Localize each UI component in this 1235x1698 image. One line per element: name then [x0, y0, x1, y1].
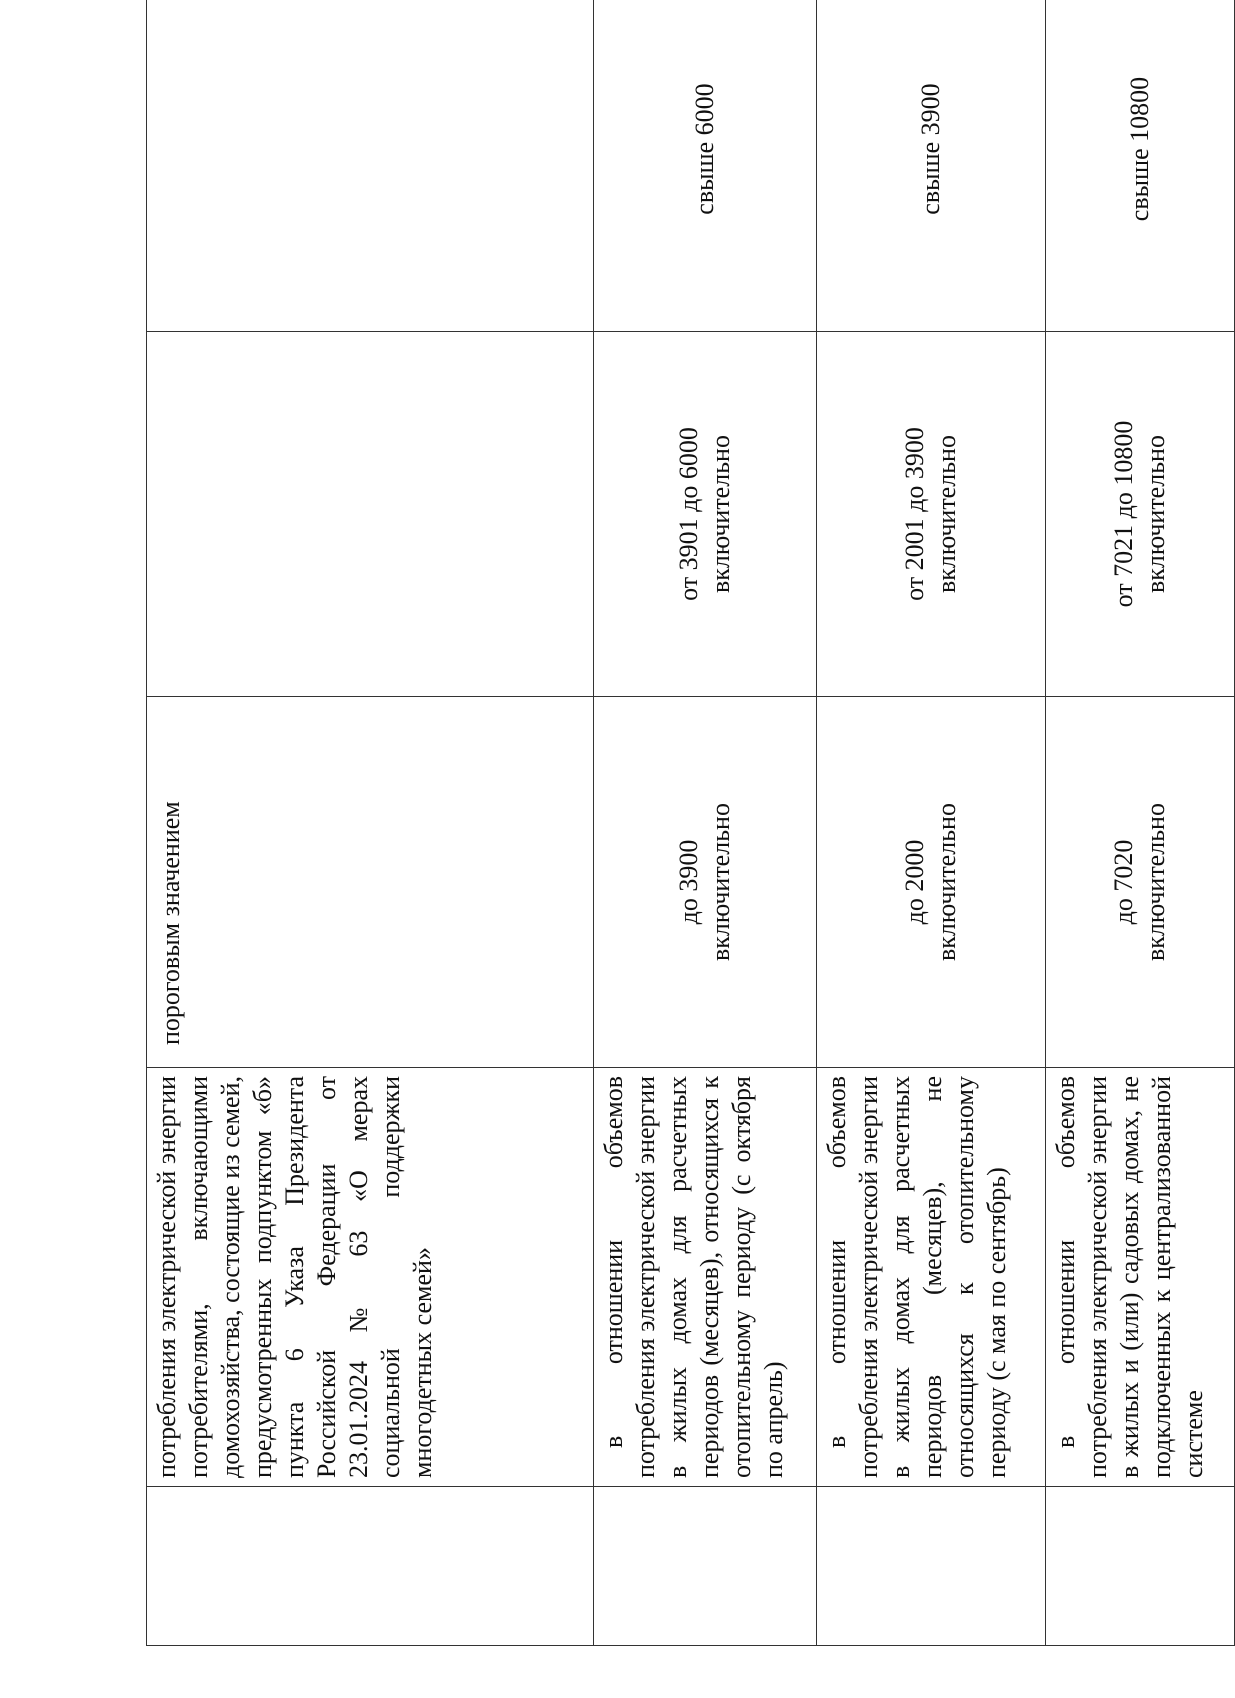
threshold-cell-3: свыше 10800: [1046, 0, 1235, 332]
tariff-threshold-table: [146, 0, 1235, 1646]
threshold-qualifier: включительно: [706, 803, 735, 961]
row-id-cell: [817, 1487, 1046, 1646]
table-row: [1046, 0, 1235, 1646]
threshold-cell-1: пороговым значением: [147, 697, 594, 1068]
table-row: [817, 0, 1046, 1646]
row-description: в отношении объемов потребления электрической энергии в жилых и (или) садовых домах, не подключенных к централизованной системе: [1051, 1076, 1208, 1478]
threshold-cell-3: свыше 6000: [594, 0, 817, 332]
row-description-cell: [594, 1068, 817, 1487]
threshold-cell-2: [594, 332, 817, 697]
row-description-cell: [1046, 1068, 1235, 1487]
threshold-qualifier: включительно: [706, 435, 735, 593]
rotated-table: [146, 54, 1208, 1646]
threshold-qualifier: включительно: [1141, 803, 1170, 961]
row-description: в отношении объемов потребления электрической энергии в жилых домах для расчетных периодов (месяцев), относящихся к отопительному периоду (с октября по апрель): [599, 1076, 788, 1478]
threshold-value: от 2001 до 3900: [900, 427, 929, 601]
rotated-table-container: [146, 54, 1208, 1646]
row-description: потребления электрической энергии потребителями, включающими домохозяйства, состоящие из семей, предусмотренных подпунктом «б» пункта 6 Указа Президента Российской Федерации от 23.01.2024 № 63 «О мерах социальной поддержки многодетных семей»: [152, 1076, 437, 1478]
threshold-cell-1: [594, 697, 817, 1068]
row-id-cell: [594, 1487, 817, 1646]
threshold-value: до 7020: [1109, 839, 1138, 925]
threshold-qualifier: включительно: [932, 435, 961, 593]
table-row: [594, 0, 817, 1646]
threshold-cell-1: [817, 697, 1046, 1068]
threshold-value: от 7021 до 10800: [1109, 420, 1138, 608]
row-id-cell: [147, 1487, 594, 1646]
threshold-qualifier: включительно: [1141, 435, 1170, 593]
row-description: в отношении объемов потребления электрической энергии в жилых домах для расчетных периодов (месяцев), не относящихся к отопительному периоду (с мая по сентябрь): [822, 1076, 1011, 1478]
table-row: [147, 0, 594, 1646]
threshold-cell-3: свыше 3900: [817, 0, 1046, 332]
threshold-qualifier: включительно: [932, 803, 961, 961]
threshold-cell-3: [147, 0, 594, 332]
threshold-cell-2: [817, 332, 1046, 697]
row-description-cell: [147, 1068, 594, 1487]
threshold-value: от 3901 до 6000: [674, 427, 703, 601]
threshold-cell-2: [1046, 332, 1235, 697]
threshold-value: до 2000: [900, 839, 929, 925]
threshold-cell-2: [147, 332, 594, 697]
row-description-cell: [817, 1068, 1046, 1487]
threshold-cell-1: [1046, 697, 1235, 1068]
row-id-cell: [1046, 1487, 1235, 1646]
threshold-value: до 3900: [674, 839, 703, 925]
